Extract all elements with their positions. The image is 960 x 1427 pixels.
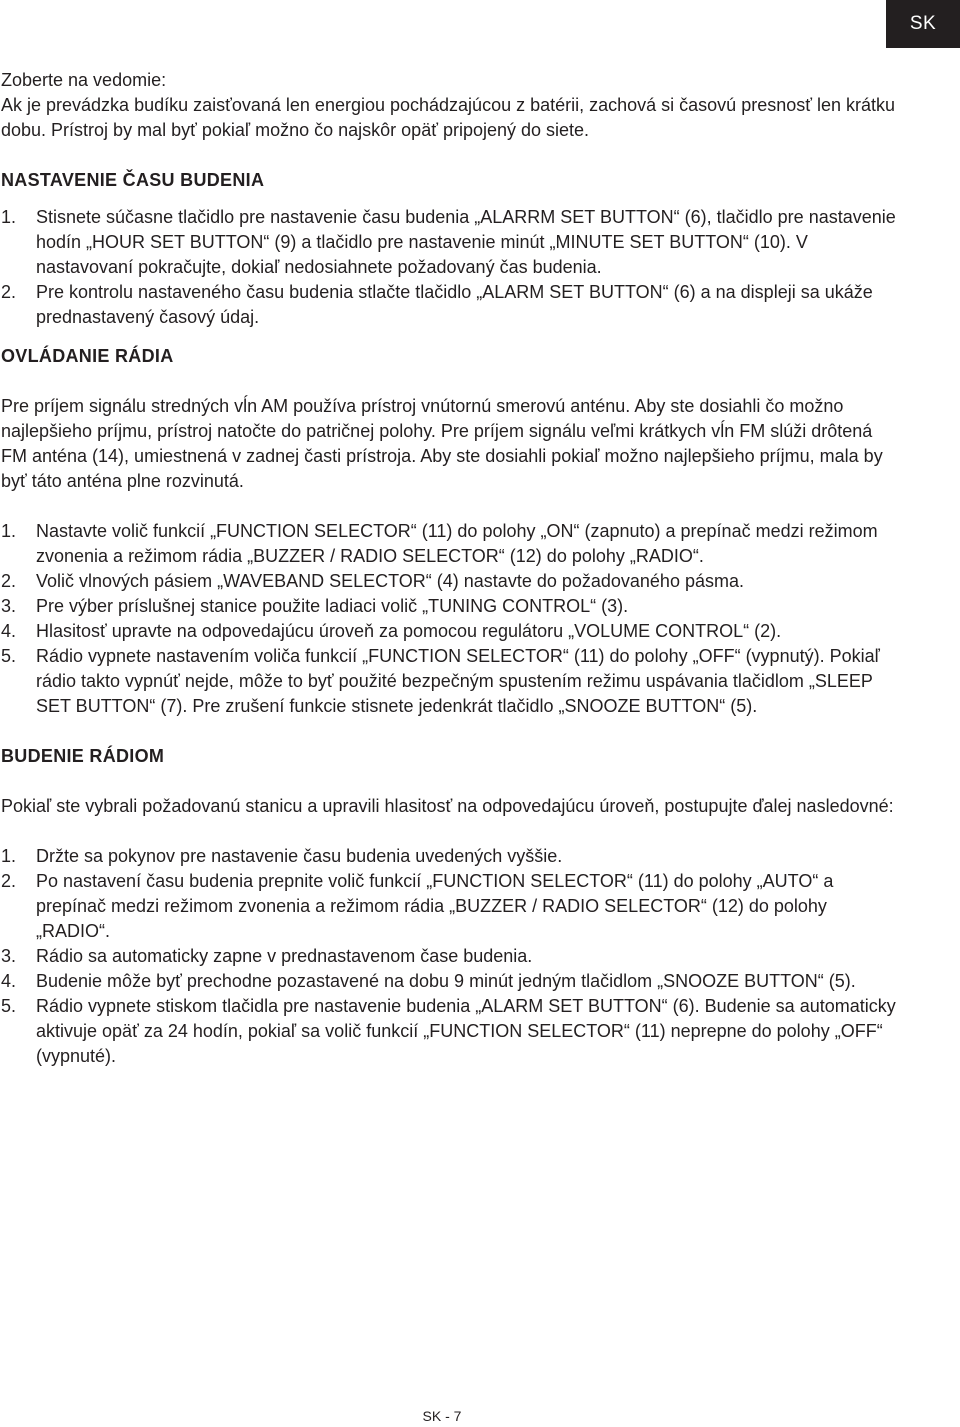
step-text: Nastavte volič funkcií „FUNCTION SELECTOR“ (11) do polohy „ON“ (zapnuto) a prepínač medzi režimom zvonenia a režimom rádia „BUZZER / RADIO SELECTOR“ (12) do polohy „RADIO“. xyxy=(36,521,878,566)
step-number: 5. xyxy=(1,646,17,666)
list-item xyxy=(1,619,901,644)
step-number: 2. xyxy=(1,282,17,302)
step-number: 5. xyxy=(1,996,17,1016)
step-text: Pre kontrolu nastaveného času budenia stlačte tlačidlo „ALARM SET BUTTON“ (6) a na displeji sa ukáže prednastavený časový údaj. xyxy=(36,282,873,327)
step-number: 3. xyxy=(1,946,17,966)
step-number: 1. xyxy=(1,207,17,227)
radio-alarm-steps xyxy=(1,844,901,1069)
step-text: Rádio vypnete nastavením voliča funkcií „FUNCTION SELECTOR“ (11) do polohy „OFF“ (vypnutý). Pokiaľ rádio takto vypnúť nejde, môže to byť použité bezpečným spustením režimu uspávania tlačidlom „SLEEP SET BUTTON“ (7). Pre zrušení funkcie stisnete jedenkrát tlačidlo „SNOOZE BUTTON“ (5). xyxy=(36,646,880,716)
step-text: Pre výber príslušnej stanice použite ladiaci volič „TUNING CONTROL“ (3). xyxy=(36,596,629,616)
list-item xyxy=(1,994,901,1069)
step-number: 3. xyxy=(1,596,17,616)
page-content xyxy=(1,68,901,1069)
step-text: Stisnete súčasne tlačidlo pre nastavenie času budenia „ALARRM SET BUTTON“ (6), tlačidlo pre nastavenie hodín „HOUR SET BUTTON“ (9) a tlačidlo pre nastavenie minút „MINUTE SET BUTTON“ (10). V nastavovaní pokračujte, dokiaľ nedosiahnete požadovaný čas budenia. xyxy=(36,207,896,277)
step-number: 1. xyxy=(1,521,17,541)
list-item xyxy=(1,944,901,969)
step-text: Po nastavení času budenia prepnite volič funkcií „FUNCTION SELECTOR“ (11) do polohy „AUTO“ a prepínač medzi režimom zvonenia a režimom rádia „BUZZER / RADIO SELECTOR“ (12) do polohy „RADIO“. xyxy=(36,871,834,941)
step-text: Držte sa pokynov pre nastavenie času budenia uvedených vyššie. xyxy=(36,846,563,866)
list-item xyxy=(1,969,901,994)
step-number: 4. xyxy=(1,971,17,991)
step-number: 4. xyxy=(1,621,17,641)
language-tab: SK xyxy=(886,0,960,48)
radio-intro-text: Pre príjem signálu stredných vĺn AM používa prístroj vnútornú smerovú anténu. Aby ste dosiahli čo možno najlepšieho príjmu, prístroj natočte do patričnej polohy. Pre príjem signálu veľmi krátkych vĺn FM slúži drôtená FM anténa (14), umiestnená v zadnej časti prístroja. Aby ste dosiahli pokiaľ možno najlepšieho príjmu, mala by byť táto anténa plne rozvinutá. xyxy=(1,396,883,491)
page-number: SK - 7 xyxy=(422,1408,462,1424)
alarm-setting-steps xyxy=(1,205,901,330)
list-item xyxy=(1,594,901,619)
step-text: Volič vlnových pásiem „WAVEBAND SELECTOR“ (4) nastavte do požadovaného pásma. xyxy=(36,571,744,591)
list-item xyxy=(1,519,901,569)
list-item xyxy=(1,280,901,330)
step-number: 2. xyxy=(1,571,17,591)
notice-label: Zoberte na vedomie: xyxy=(1,70,167,90)
list-item xyxy=(1,869,901,944)
step-text: Hlasitosť upravte na odpovedajúcu úroveň za pomocou regulátoru „VOLUME CONTROL“ (2). xyxy=(36,621,782,641)
list-item xyxy=(1,644,901,719)
list-item xyxy=(1,205,901,280)
radio-control-steps xyxy=(1,519,901,719)
step-text: Rádio vypnete stiskom tlačidla pre nastavenie budenia „ALARM SET BUTTON“ (6). Budenie sa automaticky aktivuje opäť za 24 hodín, pokiaľ sa volič funkcií „FUNCTION SELECTOR“ (11) neprepne do polohy „OFF“ (vypnuté). xyxy=(36,996,896,1066)
step-text: Rádio sa automaticky zapne v prednastavenom čase budenia. xyxy=(36,946,533,966)
step-number: 2. xyxy=(1,871,17,891)
list-item xyxy=(1,844,901,869)
step-number: 1. xyxy=(1,846,17,866)
section-title-radio-alarm: BUDENIE RÁDIOM xyxy=(1,746,165,766)
section-title-radio-control: OVLÁDANIE RÁDIA xyxy=(1,346,174,366)
notice-text: Ak je prevádzka budíku zaisťovaná len energiou pochádzajúcou z batérii, zachová si časovú presnosť len krátku dobu. Prístroj by mal byť pokiaľ možno čo najskôr opäť pripojený do siete. xyxy=(1,95,896,140)
list-item xyxy=(1,569,901,594)
radio-alarm-intro-text: Pokiaľ ste vybrali požadovanú stanicu a upravili hlasitosť na odpovedajúcu úroveň, postupujte ďalej nasledovné: xyxy=(1,796,894,816)
section-title-alarm-setting: NASTAVENIE ČASU BUDENIA xyxy=(1,170,265,190)
step-text: Budenie môže byť prechodne pozastavené na dobu 9 minút jedným tlačidlom „SNOOZE BUTTON“ (5). xyxy=(36,971,856,991)
